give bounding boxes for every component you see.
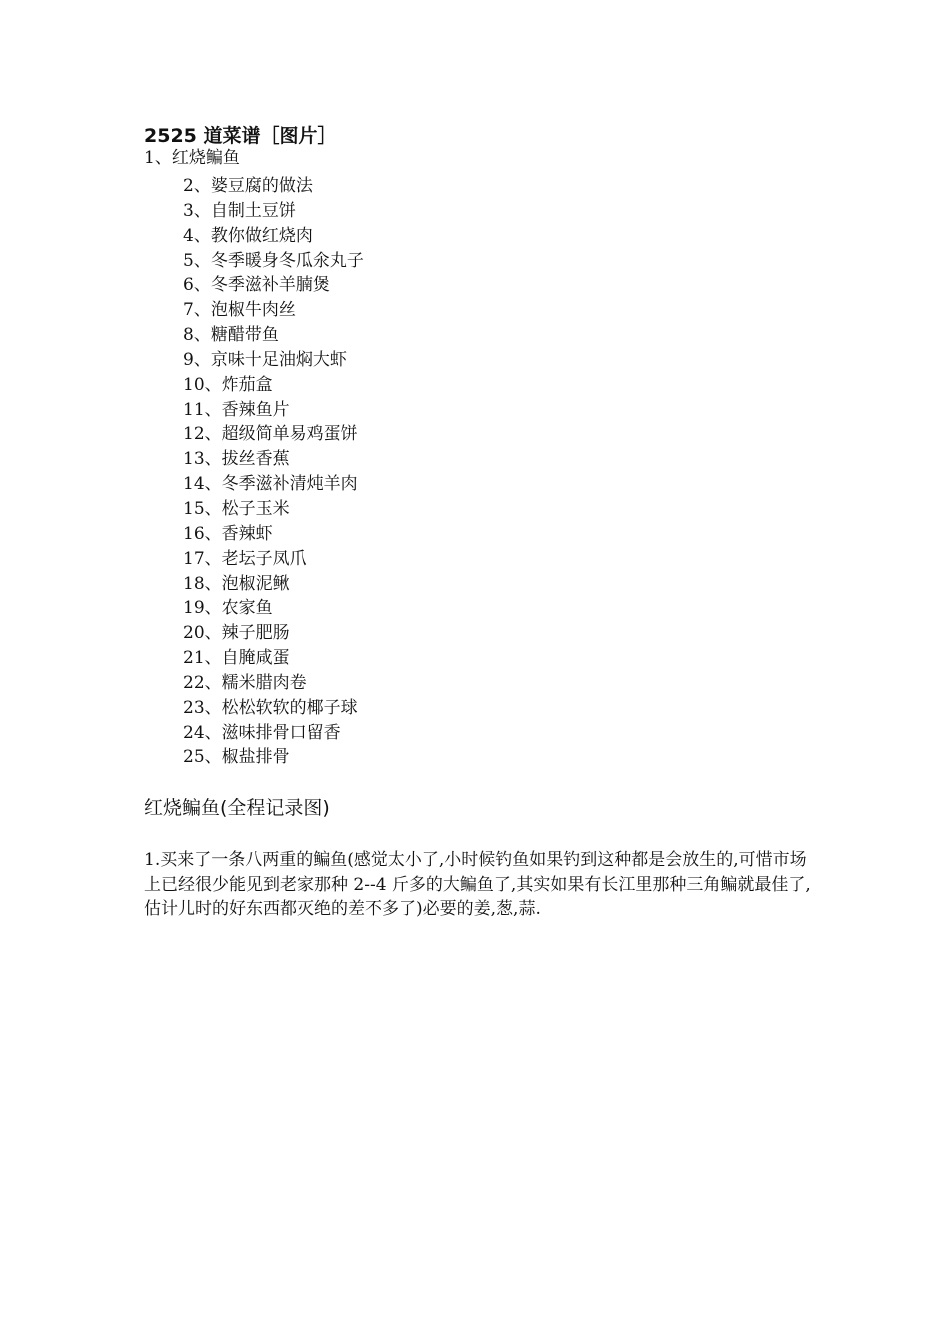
recipe-list-item: 14、冬季滋补清炖羊肉 xyxy=(183,474,358,495)
recipe-list-item: 11、香辣鱼片 xyxy=(183,399,290,420)
recipe-list-item: 17、老坛子凤爪 xyxy=(183,548,307,569)
recipe-list-item: 5、冬季暖身冬瓜氽丸子 xyxy=(183,250,364,271)
recipe-list-item: 2、婆豆腐的做法 xyxy=(183,176,313,196)
recipe-list-item: 15、松子玉米 xyxy=(183,498,290,519)
recipe-list-item: 13、拔丝香蕉 xyxy=(183,449,290,470)
recipe-list-item: 3、自制土豆饼 xyxy=(183,200,296,221)
recipe-list-item: 20、辣子肥肠 xyxy=(183,623,290,644)
recipe-list-item: 8、糖醋带鱼 xyxy=(183,325,279,346)
recipe-list-item: 24、滋味排骨口留香 xyxy=(183,722,341,743)
recipe-list-item-first: 1、红烧鳊鱼 xyxy=(144,148,240,168)
recipe-list-item: 10、炸茄盒 xyxy=(183,374,273,395)
recipe-list-item: 22、糯米腊肉卷 xyxy=(183,672,307,693)
recipe-list-item: 16、香辣虾 xyxy=(183,523,273,544)
body-paragraph: 1.买来了一条八两重的鳊鱼(感觉太小了,小时候钓鱼如果钓到这种都是会放生的,可惜市场上已经很少能见到老家那种 2--4 斤多的大鳊鱼了,其实如果有长江里那种三角鳊就最佳了,估计儿时的好东西都灭绝的差不多了)必要的姜,葱,蒜. xyxy=(144,850,811,919)
recipe-list-item: 21、自腌咸蛋 xyxy=(183,648,290,669)
recipe-list-item: 23、松松软软的椰子球 xyxy=(183,697,358,718)
recipe-list-item: 25、椒盐排骨 xyxy=(183,747,290,768)
recipe-list-item: 4、教你做红烧肉 xyxy=(183,225,313,246)
recipe-list-item: 19、农家鱼 xyxy=(183,598,273,619)
recipe-list-item: 9、京味十足油焖大虾 xyxy=(183,349,347,370)
recipe-list-item: 18、泡椒泥鳅 xyxy=(183,573,290,594)
recipe-list-item: 7、泡椒牛肉丝 xyxy=(183,300,296,321)
recipe-list-item: 6、冬季滋补羊腩煲 xyxy=(183,275,330,296)
recipe-list-item: 12、超级简单易鸡蛋饼 xyxy=(183,424,358,445)
recipe-list xyxy=(183,174,364,770)
document-title: 2525 道菜谱［图片］ xyxy=(144,125,337,147)
section-heading: 红烧鳊鱼(全程记录图) xyxy=(144,797,330,819)
